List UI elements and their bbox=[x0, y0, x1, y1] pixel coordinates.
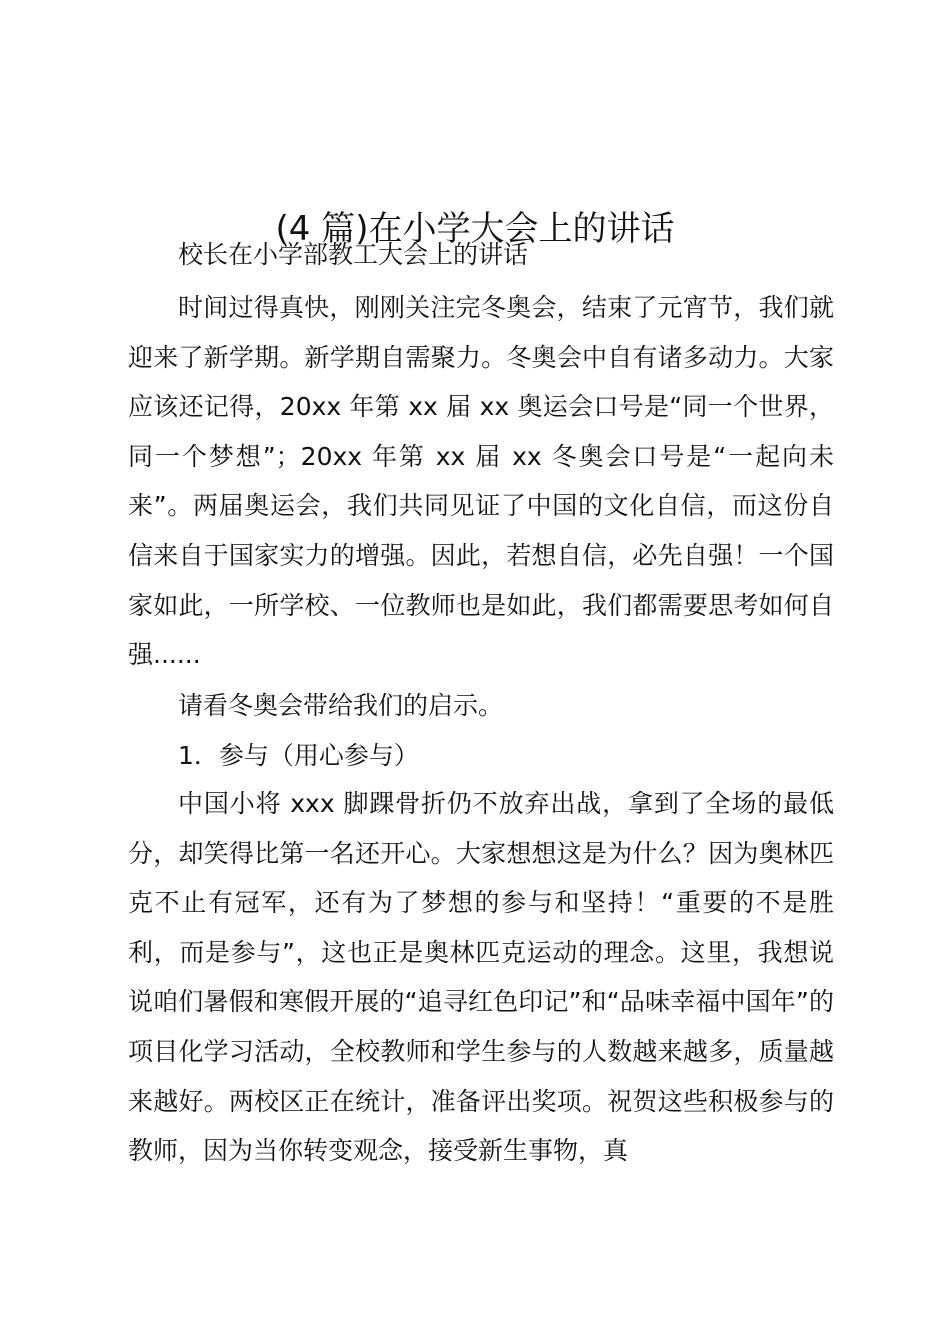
paragraph-2: 请看冬奥会带给我们的启示。 bbox=[178, 691, 504, 720]
paragraph-1: 时间过得真快，刚刚关注完冬奥会，结束了元宵节，我们就迎来了新学期。新学期自需聚力。冬奥会中自有诸多动力。大家应该还记得，20xx 年第 xx 届 xx 奥运会口号是“同一个世界，同一个梦想”；20xx 年第 xx 届 xx 冬奥会口号是“一起向未来”。两届奥运会，我们共同见证了中国的文化自信，而这份自信来自于国家实力的增强。因此，若想自信，必先自强！一个国家如此，一所学校、一位教师也是如此，我们都需要思考如何自强...... bbox=[128, 293, 834, 670]
paragraph-4: 中国小将 xxx 脚踝骨折仍不放弃出战，拿到了全场的最低分，却笑得比第一名还开心。大家想想这是为什么？因为奥林匹克不止有冠军，还有为了梦想的参与和坚持！“重要的不是胜利，而是参与”，这也正是奥林匹克运动的理念。这里，我想说说咱们暑假和寒假开展的“追寻红色印记”和“品味幸福中国年”的项目化学习活动，全校教师和学生参与的人数越来越多，质量越来越好。两校区正在统计，准备评出奖项。祝贺这些积极参与的教师，因为当你转变观念，接受新生事物，真 bbox=[128, 789, 834, 1166]
document-subtitle: 校长在小学部教工大会上的讲话 bbox=[178, 240, 529, 269]
document-title: (4 篇)在小学大会上的讲话 bbox=[275, 208, 675, 249]
paragraph-3: 1．参与（用心参与） bbox=[178, 741, 419, 770]
